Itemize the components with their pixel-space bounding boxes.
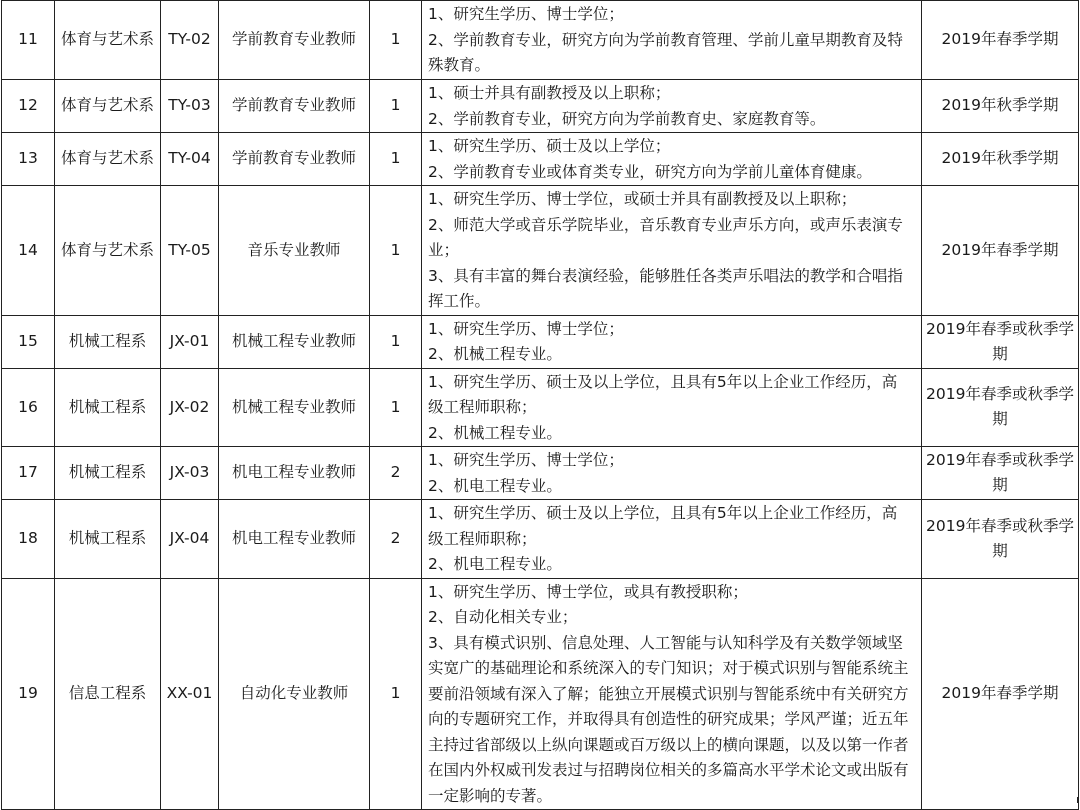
cell-semester: 2019年春季或秋季学期: [922, 368, 1079, 447]
cell-position-code: JX-03: [161, 447, 219, 500]
cell-requirements: 1、研究生学历、博士学位； 2、机械工程专业。: [422, 315, 922, 368]
table-row: [2, 500, 1079, 579]
cell-department: 体育与艺术系: [55, 80, 161, 133]
cell-headcount: 1: [370, 1, 422, 80]
cell-number: 16: [2, 368, 55, 447]
cell-department: 体育与艺术系: [55, 186, 161, 316]
cell-requirements: 1、研究生学历、博士学位，或具有教授职称； 2、自动化相关专业； 3、具有模式识别、信息处理、人工智能与认知科学及有关数学领域坚 实宽广的基础理论和系统深入的专门知识；对于模式识别与智能系统主 要前沿领域有深入了解；能独立开展模式识别与智能系统中有关研究方 向的专题研究工作，并取得具有创造性的研究成果；学风严谨；近五年 主持过省部级以上纵向课题或百万级以上的横向课题，以及以第一作者 在国内外权威刊发表过与招聘岗位相关的多篇高水平学术论文或出版有 一定影响的专著。: [422, 578, 922, 810]
next-row-edge: [1, 797, 1078, 803]
cell-number: 12: [2, 80, 55, 133]
cell-headcount: 1: [370, 578, 422, 810]
cell-semester: 2019年秋季学期: [922, 133, 1079, 186]
cell-requirements: 1、研究生学历、硕士及以上学位； 2、学前教育专业或体育类专业，研究方向为学前儿童体育健康。: [422, 133, 922, 186]
cell-position-code: TY-05: [161, 186, 219, 316]
cell-position-code: TY-04: [161, 133, 219, 186]
cell-position-code: TY-03: [161, 80, 219, 133]
cell-semester: 2019年春季或秋季学期: [922, 315, 1079, 368]
cell-position-name: 音乐专业教师: [219, 186, 370, 316]
cell-headcount: 1: [370, 133, 422, 186]
cell-position-code: TY-02: [161, 1, 219, 80]
cell-position-code: JX-04: [161, 500, 219, 579]
cell-requirements: 1、研究生学历、博士学位； 2、学前教育专业，研究方向为学前教育管理、学前儿童早期教育及特 殊教育。: [422, 1, 922, 80]
cell-position-code: JX-01: [161, 315, 219, 368]
cell-position-name: 机电工程专业教师: [219, 500, 370, 579]
table-body: [2, 1, 1079, 810]
cell-number: 15: [2, 315, 55, 368]
cell-headcount: 1: [370, 368, 422, 447]
cell-headcount: 2: [370, 500, 422, 579]
cell-number: 17: [2, 447, 55, 500]
cell-position-name: 学前教育专业教师: [219, 1, 370, 80]
cell-requirements: 1、研究生学历、博士学位； 2、机电工程专业。: [422, 447, 922, 500]
cell-department: 机械工程系: [55, 315, 161, 368]
cell-headcount: 2: [370, 447, 422, 500]
cell-number: 11: [2, 1, 55, 80]
cell-position-name: 机电工程专业教师: [219, 447, 370, 500]
cell-number: 14: [2, 186, 55, 316]
cell-position-code: JX-02: [161, 368, 219, 447]
cell-position-name: 自动化专业教师: [219, 578, 370, 810]
cell-number: 19: [2, 578, 55, 810]
cell-number: 13: [2, 133, 55, 186]
cell-semester: 2019年春季学期: [922, 186, 1079, 316]
cell-number: 18: [2, 500, 55, 579]
table-row: [2, 1, 1079, 80]
table-row: [2, 578, 1079, 810]
table-row: [2, 133, 1079, 186]
table-row: [2, 186, 1079, 316]
table-row: [2, 315, 1079, 368]
cell-requirements: 1、硕士并具有副教授及以上职称； 2、学前教育专业，研究方向为学前教育史、家庭教育等。: [422, 80, 922, 133]
cell-semester: 2019年春季或秋季学期: [922, 447, 1079, 500]
cell-semester: 2019年春季或秋季学期: [922, 500, 1079, 579]
cell-department: 体育与艺术系: [55, 133, 161, 186]
cell-department: 机械工程系: [55, 368, 161, 447]
cell-headcount: 1: [370, 186, 422, 316]
cell-semester: 2019年春季学期: [922, 1, 1079, 80]
cell-position-name: 机械工程专业教师: [219, 315, 370, 368]
cell-department: 机械工程系: [55, 500, 161, 579]
cell-department: 体育与艺术系: [55, 1, 161, 80]
cell-department: 机械工程系: [55, 447, 161, 500]
cell-headcount: 1: [370, 80, 422, 133]
cell-requirements: 1、研究生学历、硕士及以上学位，且具有5年以上企业工作经历，高 级工程师职称； 2、机电工程专业。: [422, 500, 922, 579]
cell-position-name: 学前教育专业教师: [219, 133, 370, 186]
cell-department: 信息工程系: [55, 578, 161, 810]
cell-requirements: 1、研究生学历、博士学位，或硕士并具有副教授及以上职称； 2、师范大学或音乐学院毕业，音乐教育专业声乐方向，或声乐表演专 业； 3、具有丰富的舞台表演经验，能够胜任各类声乐唱法的教学和合唱指 挥工作。: [422, 186, 922, 316]
recruitment-table: [1, 0, 1079, 810]
cell-semester: 2019年春季学期: [922, 578, 1079, 810]
cell-position-code: XX-01: [161, 578, 219, 810]
cell-semester: 2019年秋季学期: [922, 80, 1079, 133]
cell-position-name: 学前教育专业教师: [219, 80, 370, 133]
table-row: [2, 447, 1079, 500]
cell-headcount: 1: [370, 315, 422, 368]
cell-requirements: 1、研究生学历、硕士及以上学位，且具有5年以上企业工作经历，高 级工程师职称； 2、机械工程专业。: [422, 368, 922, 447]
table-row: [2, 80, 1079, 133]
table-row: [2, 368, 1079, 447]
cell-position-name: 机械工程专业教师: [219, 368, 370, 447]
